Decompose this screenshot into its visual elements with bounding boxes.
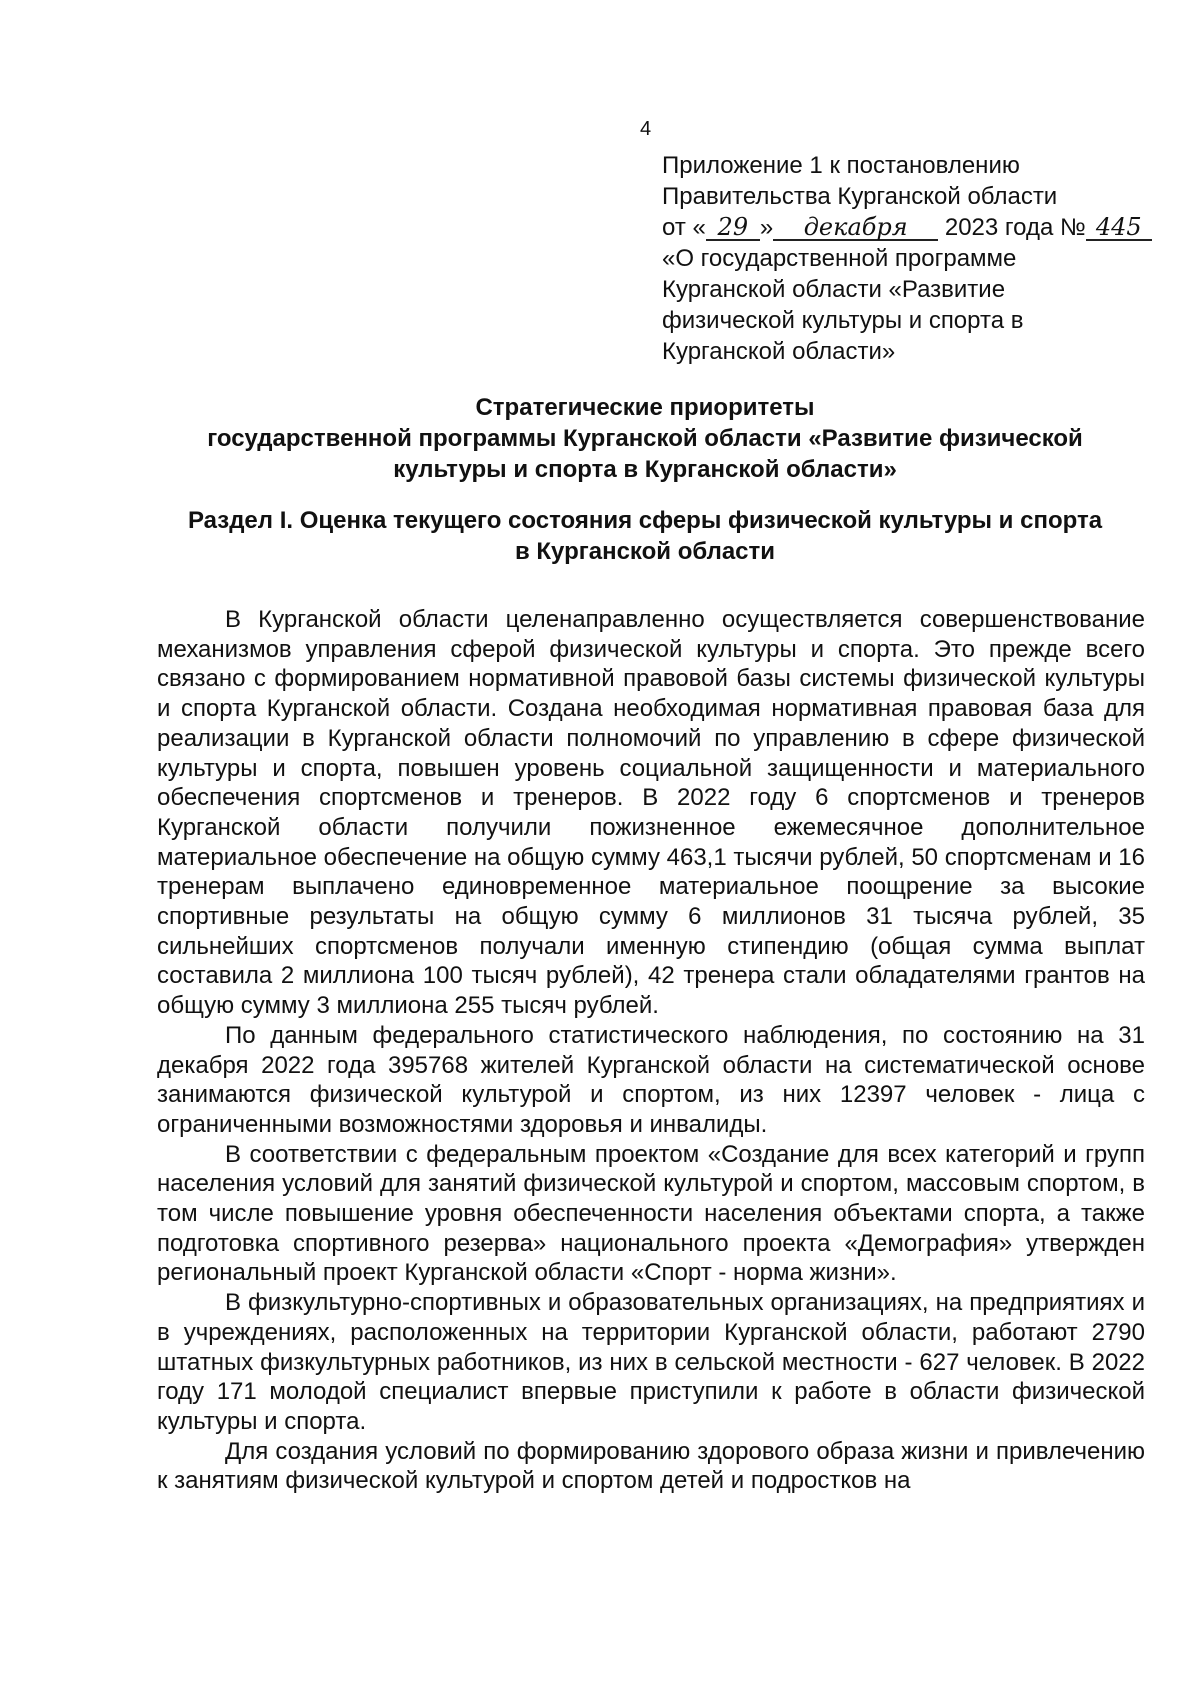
- appendix-header: [662, 150, 1162, 367]
- handwritten-month: декабря: [773, 215, 938, 241]
- date-year: 2023 года №: [944, 214, 1086, 241]
- handwritten-day: 29: [706, 215, 760, 241]
- appendix-date-line: [662, 212, 1162, 243]
- appendix-line: Правительства Курганской области: [662, 183, 1058, 210]
- body-text: [157, 605, 1145, 1496]
- appendix-line: Курганской области»: [662, 338, 896, 365]
- title-line: Стратегические приоритеты: [475, 394, 815, 421]
- paragraph: В Курганской области целенаправленно осуществляется совершенствование механизмов управления сферой физической культуры и спорта. Это прежде всего связано с формированием нормативной правовой базы системы физической культуры и спорта Курганской области. Создана необходимая нормативная правовая база для реализации в Курганской области полномочий по управлению в сфере физической культуры и спорта, повышен уровень социальной защищенности и материального обеспечения спортсменов и тренеров. В 2022 году 6 спортсменов и тренеров Курганской области получили пожизненное ежемесячное дополнительное материальное обеспечение на общую сумму 463,1 тысячи рублей, 50 спортсменам и 16 тренерам выплачено единовременное материальное поощрение за высокие спортивные результаты на общую сумму 6 миллионов 31 тысяча рублей, 35 сильнейших спортсменов получали именную стипендию (общая сумма выплат составила 2 миллиона 100 тысяч рублей), 42 тренера стали обладателями грантов на общую сумму 3 миллиона 255 тысяч рублей.: [157, 606, 1145, 1020]
- handwritten-number: 445: [1086, 215, 1152, 241]
- paragraph: В соответствии с федеральным проектом «Создание для всех категорий и групп населения условий для занятий физической культурой и спортом, массовым спортом, в том числе повышение уровня обеспеченности населения объектами спорта, а также подготовка спортивного резерва» национального проекта «Демография» утвержден региональный проект Курганской области «Спорт - норма жизни».: [157, 1140, 1145, 1287]
- appendix-line: «О государственной программе: [662, 245, 1017, 272]
- page-number: 4: [640, 118, 652, 140]
- date-prefix: от «: [662, 214, 706, 241]
- section-heading: [150, 505, 1140, 567]
- section-line: Раздел I. Оценка текущего состояния сферы физической культуры и спорта: [187, 507, 1103, 534]
- title-line: культуры и спорта в Курганской области»: [393, 456, 897, 483]
- section-line: в Курганской области: [514, 538, 776, 565]
- paragraph: По данным федерального статистического наблюдения, по состоянию на 31 декабря 2022 года 395768 жителей Курганской области на систематической основе занимаются физической культурой и спортом, из них 12397 человек - лица с ограниченными возможностями здоровья и инвалиды.: [157, 1021, 1145, 1138]
- appendix-line: Приложение 1 к постановлению: [662, 152, 1020, 179]
- paragraph: Для создания условий по формированию здорового образа жизни и привлечению к занятиям физической культурой и спортом детей и подростков на: [157, 1437, 1145, 1495]
- paragraph: В физкультурно-спортивных и образовательных организациях, на предприятиях и в учреждениях, расположенных на территории Курганской области, работают 2790 штатных физкультурных работников, из них в сельской местности - 627 человек. В 2022 году 171 молодой специалист впервые приступили к работе в области физической культуры и спорта.: [157, 1289, 1145, 1435]
- title-line: государственной программы Курганской области «Развитие физической: [207, 425, 1083, 452]
- appendix-line: Курганской области «Развитие: [662, 276, 1006, 303]
- document-title: [150, 392, 1140, 485]
- appendix-line: физической культуры и спорта в: [662, 307, 1024, 334]
- date-quote: »: [759, 214, 774, 241]
